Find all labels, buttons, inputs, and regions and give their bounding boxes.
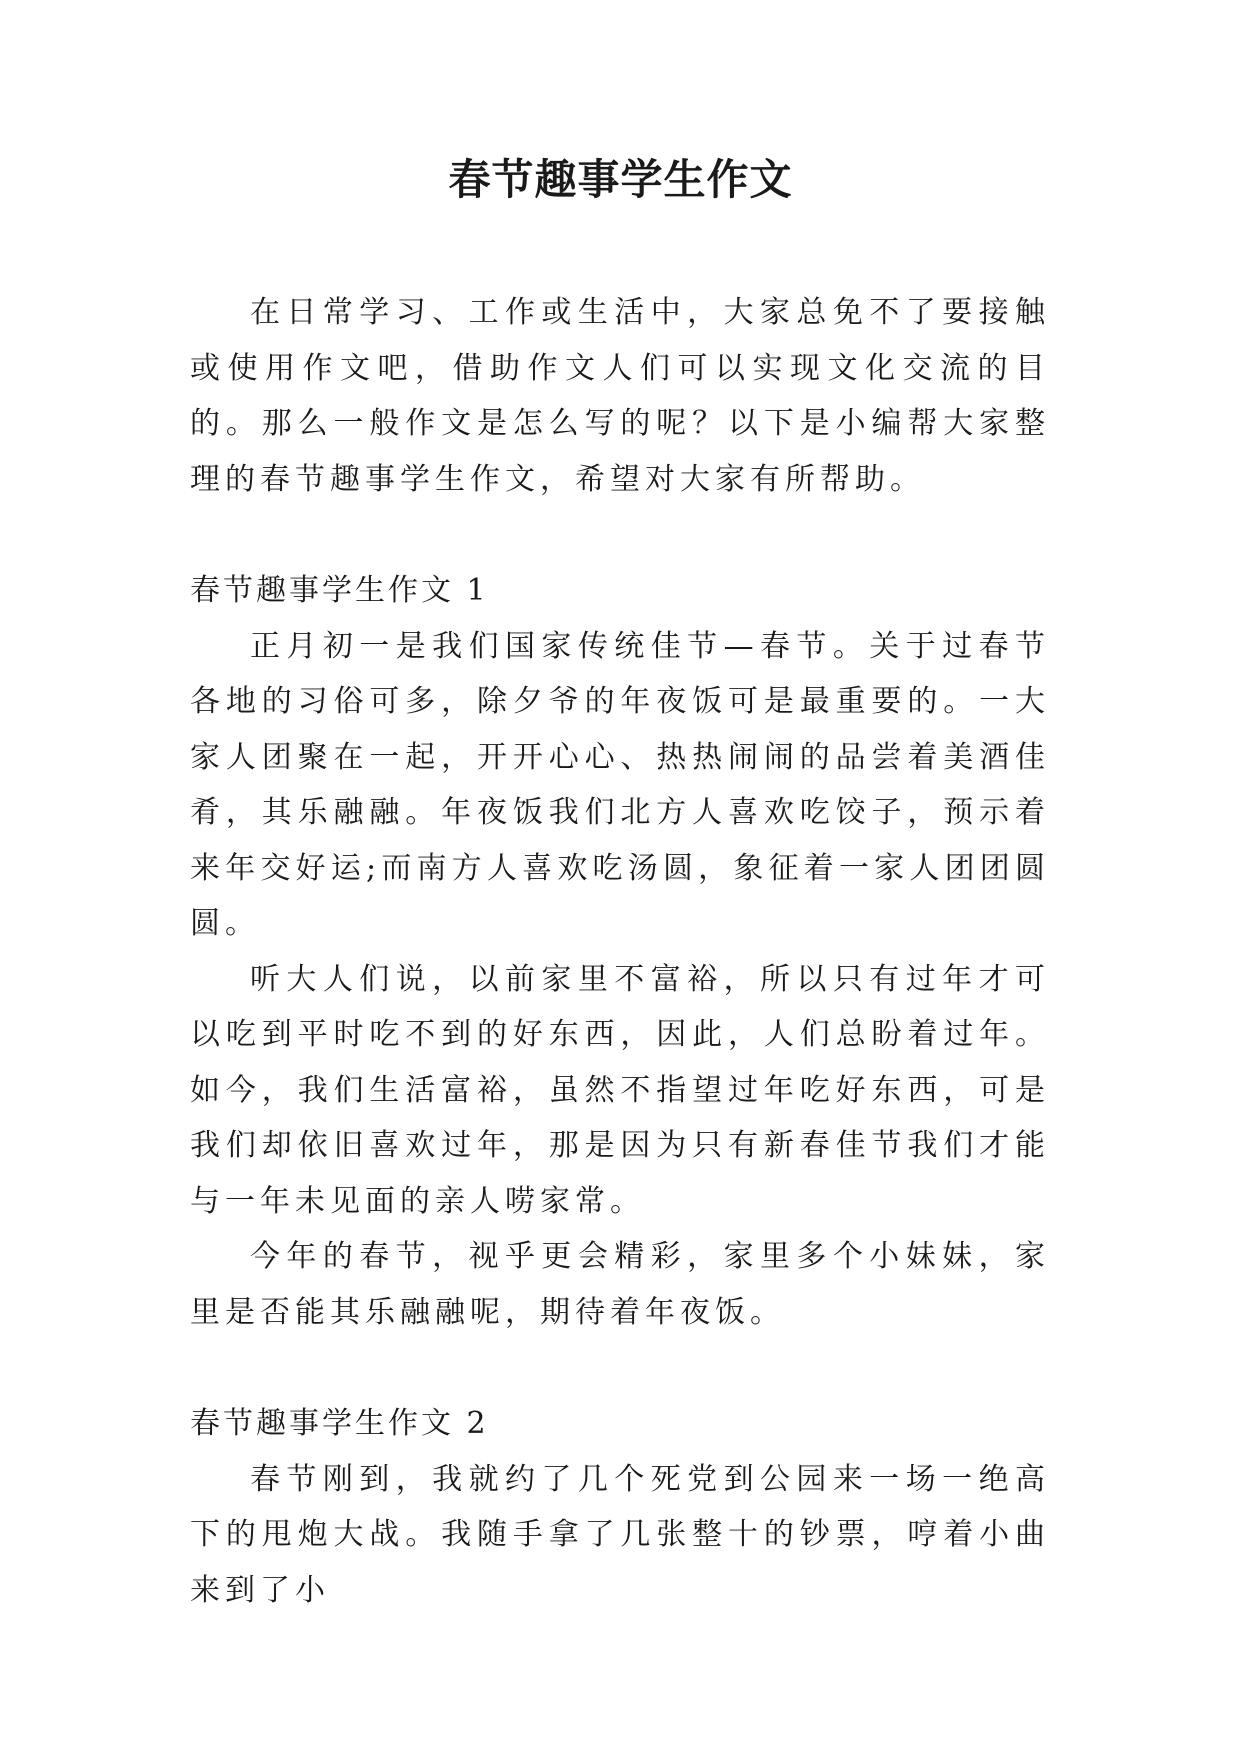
essay-paragraph: 春节刚到，我就约了几个死党到公园来一场一绝高下的甩炮大战。我随手拿了几张整十的钞票，哼着小曲来到了小	[190, 1461, 1050, 1608]
essay-section-2	[190, 1396, 1050, 1618]
document-title: 春节趣事学生作文	[448, 155, 793, 204]
document-body	[190, 285, 1050, 1618]
essay-section-1	[190, 563, 1050, 1340]
essay-paragraph: 今年的春节，视乎更会精彩，家里多个小妹妹，家里是否能其乐融融呢，期待着年夜饭。	[190, 1239, 1050, 1330]
essay-paragraph: 正月初一是我们国家传统佳节—春节。关于过春节各地的习俗可多，除夕爷的年夜饭可是最重要的。一大家人团聚在一起，开开心心、热热闹闹的品尝着美酒佳肴，其乐融融。年夜饭我们北方人喜欢吃饺子，预示着来年交好运;而南方人喜欢吃汤圆，象征着一家人团团圆圆。	[190, 628, 1050, 941]
essay-paragraph: 听大人们说，以前家里不富裕，所以只有过年才可以吃到平时吃不到的好东西，因此，人们总盼着过年。如今，我们生活富裕，虽然不指望过年吃好东西，可是我们却依旧喜欢过年，那是因为只有新春佳节我们才能与一年未见面的亲人唠家常。	[190, 961, 1050, 1219]
section-heading: 春节趣事学生作文 1	[190, 573, 489, 608]
section-heading: 春节趣事学生作文 2	[190, 1406, 489, 1441]
section-gap	[190, 1340, 1050, 1396]
intro-paragraph: 在日常学习、工作或生活中，大家总免不了要接触或使用作文吧，借助作文人们可以实现文化交流的目的。那么一般作文是怎么写的呢？以下是小编帮大家整理的春节趣事学生作文，希望对大家有所帮助。	[190, 295, 1050, 497]
section-gap	[190, 507, 1050, 563]
